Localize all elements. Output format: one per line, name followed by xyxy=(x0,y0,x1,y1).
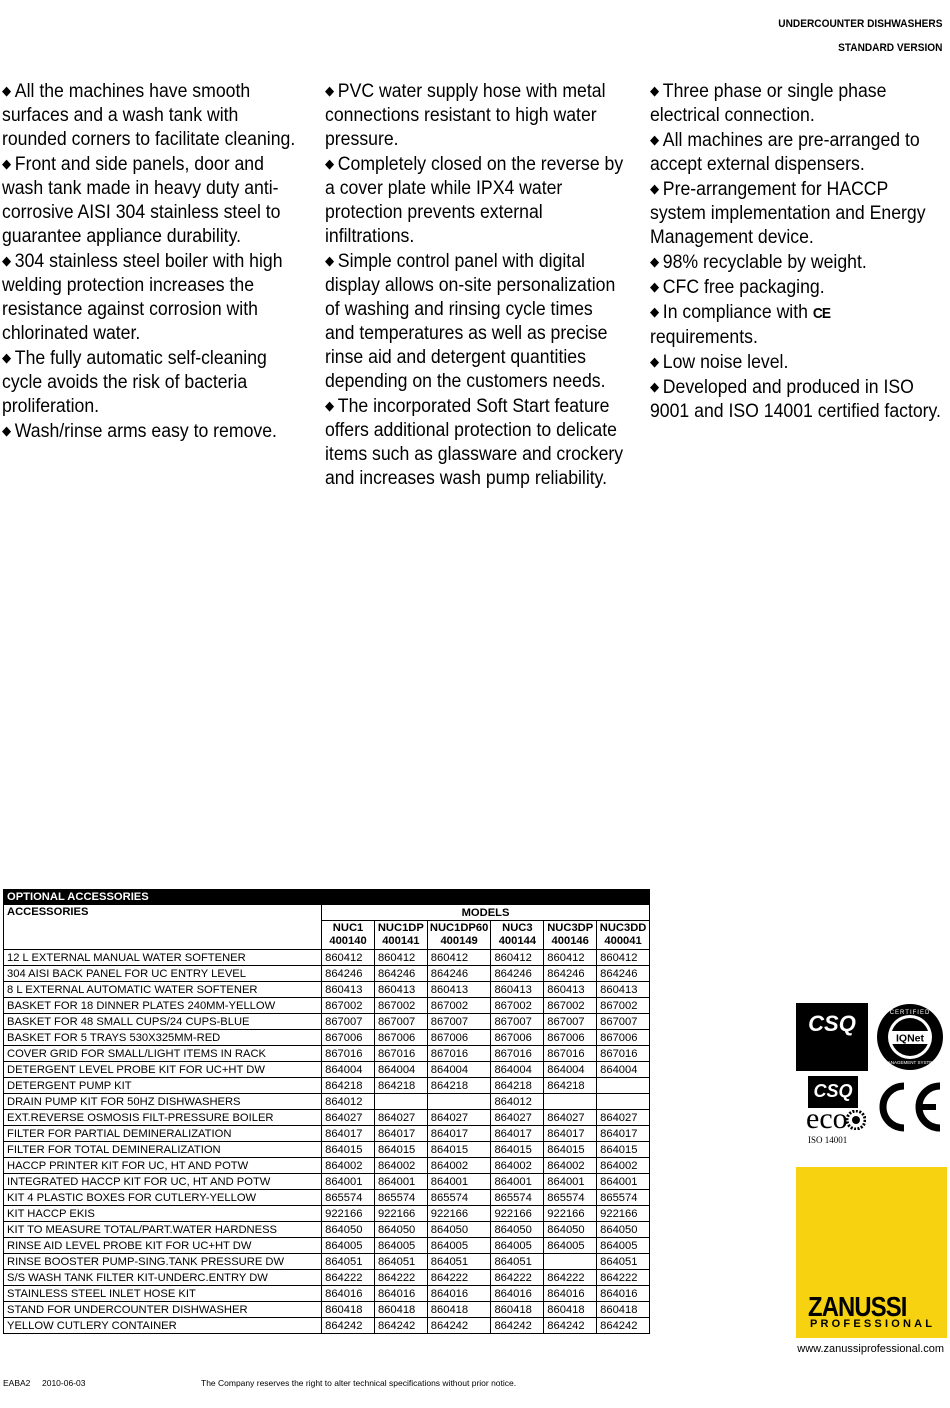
accessory-code: 865574 xyxy=(427,1190,491,1206)
diamond-bullet-icon: ◆ xyxy=(650,83,660,98)
iso-14001-label: ISO 14001 xyxy=(808,1135,848,1145)
table-row xyxy=(4,1174,650,1190)
accessory-code: 922166 xyxy=(374,1206,427,1222)
accessory-code: 867002 xyxy=(491,998,544,1014)
models-header: MODELS xyxy=(322,905,650,921)
accessory-code xyxy=(374,1094,427,1110)
accessory-code: 864016 xyxy=(597,1286,650,1302)
csq-logo-text: CSQ xyxy=(808,1011,856,1036)
accessory-name: FILTER FOR TOTAL DEMINERALIZATION xyxy=(4,1142,322,1158)
accessory-code: 864002 xyxy=(491,1158,544,1174)
accessory-code: 864027 xyxy=(544,1110,597,1126)
accessory-name: DETERGENT PUMP KIT xyxy=(4,1078,322,1094)
accessory-code xyxy=(544,1254,597,1270)
accessory-code: 864001 xyxy=(491,1174,544,1190)
accessory-code: 864005 xyxy=(544,1238,597,1254)
table-row xyxy=(4,1318,650,1334)
ce-mark-icon: CE xyxy=(812,305,831,322)
feature-text: Front and side panels, door and wash tank made in heavy duty anti-corrosive AISI 304 stainless steel to guarantee appliance durability. xyxy=(2,154,281,247)
accessory-code: 922166 xyxy=(427,1206,491,1222)
accessory-code: 867016 xyxy=(597,1046,650,1062)
feature-compliance xyxy=(650,300,943,350)
accessory-code: 860413 xyxy=(597,982,650,998)
accessory-code: 860413 xyxy=(544,982,597,998)
accessory-code: 864222 xyxy=(491,1270,544,1286)
accessory-code: 864016 xyxy=(491,1286,544,1302)
accessory-code: 865574 xyxy=(491,1190,544,1206)
accessory-code: 864242 xyxy=(544,1318,597,1334)
accessory-code: 860418 xyxy=(544,1302,597,1318)
diamond-bullet-icon: ◆ xyxy=(325,253,335,268)
accessory-code: 864016 xyxy=(374,1286,427,1302)
accessory-name: S/S WASH TANK FILTER KIT-UNDERC.ENTRY DW xyxy=(4,1270,322,1286)
accessory-code: 864222 xyxy=(374,1270,427,1286)
accessory-code: 864050 xyxy=(374,1222,427,1238)
accessory-name: KIT TO MEASURE TOTAL/PART.WATER HARDNESS xyxy=(4,1222,322,1238)
model-name: NUC1DP xyxy=(377,922,424,934)
accessory-code: 867006 xyxy=(491,1030,544,1046)
accessory-code: 864015 xyxy=(322,1142,375,1158)
accessory-code: 864002 xyxy=(322,1158,375,1174)
accessory-code: 860418 xyxy=(427,1302,491,1318)
table-row xyxy=(4,1094,650,1110)
website-link[interactable]: www.zanussiprofessional.com xyxy=(797,1343,944,1355)
accessory-code: 864050 xyxy=(597,1222,650,1238)
table-row xyxy=(4,1142,650,1158)
accessory-code: 867002 xyxy=(427,998,491,1014)
model-code: 400041 xyxy=(604,935,642,947)
accessory-code: 867002 xyxy=(597,998,650,1014)
accessory-code: 864218 xyxy=(374,1078,427,1094)
feature-text: Completely closed on the reverse by a cover plate while IPX4 water protection prevents external infiltrations. xyxy=(325,154,624,247)
feature-text: Pre-arrangement for HACCP system implementation and Energy Management device. xyxy=(650,179,926,248)
accessory-name: BASKET FOR 48 SMALL CUPS/24 CUPS-BLUE xyxy=(4,1014,322,1030)
accessory-code: 865574 xyxy=(374,1190,427,1206)
accessory-code: 867016 xyxy=(427,1046,491,1062)
accessory-name: RINSE BOOSTER PUMP-SING.TANK PRESSURE DW xyxy=(4,1254,322,1270)
accessory-code: 864017 xyxy=(597,1126,650,1142)
diamond-bullet-icon: ◆ xyxy=(650,304,660,319)
feature-text: CFC free packaging. xyxy=(662,277,825,298)
feature-item xyxy=(650,275,943,300)
accessory-name: DETERGENT LEVEL PROBE KIT FOR UC+HT DW xyxy=(4,1062,322,1078)
diamond-bullet-icon: ◆ xyxy=(650,354,660,369)
table-row xyxy=(4,1078,650,1094)
accessory-code: 864017 xyxy=(427,1126,491,1142)
diamond-bullet-icon: ◆ xyxy=(2,156,12,171)
accessory-code: 860412 xyxy=(322,950,375,966)
accessory-code: 864218 xyxy=(322,1078,375,1094)
accessory-code: 922166 xyxy=(491,1206,544,1222)
accessory-code: 864004 xyxy=(322,1062,375,1078)
model-header-cell xyxy=(374,921,427,950)
diamond-bullet-icon: ◆ xyxy=(325,398,335,413)
accessory-code: 864050 xyxy=(427,1222,491,1238)
accessory-name: HACCP PRINTER KIT FOR UC, HT AND POTW xyxy=(4,1158,322,1174)
accessories-title: OPTIONAL ACCESSORIES xyxy=(4,890,650,905)
feature-item xyxy=(325,394,627,491)
accessory-code: 860413 xyxy=(491,982,544,998)
accessory-code: 867002 xyxy=(322,998,375,1014)
diamond-bullet-icon: ◆ xyxy=(650,379,660,394)
feature-item xyxy=(2,346,304,419)
model-name: NUC3DP xyxy=(547,922,594,934)
accessory-code: 864015 xyxy=(491,1142,544,1158)
accessory-code: 864005 xyxy=(597,1238,650,1254)
accessory-name: COVER GRID FOR SMALL/LIGHT ITEMS IN RACK xyxy=(4,1046,322,1062)
feature-text: PVC water supply hose with metal connections resistant to high water pressure. xyxy=(325,81,606,150)
model-code: 400141 xyxy=(382,935,420,947)
accessory-code: 864246 xyxy=(491,966,544,982)
accessory-code: 864027 xyxy=(322,1110,375,1126)
feature-text: All the machines have smooth surfaces and a wash tank with rounded corners to facilitate cleaning. xyxy=(2,81,296,150)
table-row xyxy=(4,966,650,982)
accessory-code: 864027 xyxy=(427,1110,491,1126)
accessory-code: 864222 xyxy=(544,1270,597,1286)
accessory-code: 864242 xyxy=(427,1318,491,1334)
feature-text: Wash/rinse arms easy to remove. xyxy=(14,421,277,442)
features-column-3 xyxy=(650,79,943,424)
accessory-code: 867002 xyxy=(544,998,597,1014)
accessory-code: 864016 xyxy=(322,1286,375,1302)
iqnet-badge-icon xyxy=(876,1003,944,1071)
table-row xyxy=(4,1158,650,1174)
accessory-code: 867016 xyxy=(544,1046,597,1062)
feature-text: 98% recyclable by weight. xyxy=(662,252,867,273)
feature-text: Simple control panel with digital display allows on-site personalization of washing and rinsing cycle times and temperatures as well as precise rinse aid and detergent quantities depending on the customers needs. xyxy=(325,251,616,392)
accessory-code: 864218 xyxy=(427,1078,491,1094)
diamond-bullet-icon: ◆ xyxy=(325,156,335,171)
table-row xyxy=(4,1062,650,1078)
accessory-code: 867007 xyxy=(597,1014,650,1030)
accessory-code: 860413 xyxy=(427,982,491,998)
accessory-code: 922166 xyxy=(322,1206,375,1222)
brand-name: ZANUSSI xyxy=(808,1291,907,1322)
feature-item xyxy=(325,249,627,394)
accessory-code: 864016 xyxy=(544,1286,597,1302)
iqnet-certified-logo xyxy=(876,1003,944,1071)
feature-item xyxy=(650,350,943,375)
accessory-name: 12 L EXTERNAL MANUAL WATER SOFTENER xyxy=(4,950,322,966)
accessory-code: 864246 xyxy=(374,966,427,982)
model-code: 400149 xyxy=(440,935,478,947)
header-version: STANDARD VERSION xyxy=(837,42,942,54)
accessory-code: 860412 xyxy=(597,950,650,966)
accessory-code: 864246 xyxy=(427,966,491,982)
feature-item xyxy=(650,177,943,250)
accessory-code: 864050 xyxy=(491,1222,544,1238)
model-header-cell xyxy=(491,921,544,950)
csq-small-logo-text: CSQ xyxy=(813,1081,853,1101)
accessory-code: 864222 xyxy=(322,1270,375,1286)
table-row xyxy=(4,1286,650,1302)
model-header-cell xyxy=(544,921,597,950)
model-name: NUC1DP60 xyxy=(429,922,489,934)
feature-item xyxy=(650,79,943,128)
accessory-code: 867006 xyxy=(374,1030,427,1046)
accessory-name: KIT HACCP EKIS xyxy=(4,1206,322,1222)
zanussi-brand-block xyxy=(796,1167,947,1338)
accessory-code: 864001 xyxy=(597,1174,650,1190)
feature-item xyxy=(2,249,304,346)
feature-item xyxy=(325,152,627,249)
diamond-bullet-icon: ◆ xyxy=(650,254,660,269)
accessory-code: 864002 xyxy=(427,1158,491,1174)
accessory-code: 864051 xyxy=(322,1254,375,1270)
accessory-code: 864015 xyxy=(544,1142,597,1158)
eco-sun-icon xyxy=(846,1110,866,1130)
accessory-code: 867006 xyxy=(597,1030,650,1046)
feature-text: Low noise level. xyxy=(662,352,789,373)
accessory-code: 864015 xyxy=(374,1142,427,1158)
accessories-table xyxy=(3,889,650,1334)
ce-mark-logo-icon xyxy=(874,1080,944,1134)
accessory-code: 864017 xyxy=(544,1126,597,1142)
accessory-code: 864005 xyxy=(374,1238,427,1254)
accessory-code: 860412 xyxy=(374,950,427,966)
accessory-code: 860418 xyxy=(491,1302,544,1318)
table-row xyxy=(4,1110,650,1126)
accessory-code: 865574 xyxy=(544,1190,597,1206)
accessory-name: 8 L EXTERNAL AUTOMATIC WATER SOFTENER xyxy=(4,982,322,998)
feature-item xyxy=(650,250,943,275)
diamond-bullet-icon: ◆ xyxy=(650,132,660,147)
accessory-code: 864012 xyxy=(322,1094,375,1110)
accessory-code: 860412 xyxy=(544,950,597,966)
table-row xyxy=(4,1302,650,1318)
feature-item xyxy=(2,419,304,444)
features-column-1 xyxy=(2,79,304,444)
accessory-code: 864015 xyxy=(597,1142,650,1158)
accessory-code: 864027 xyxy=(597,1110,650,1126)
accessory-code: 867016 xyxy=(491,1046,544,1062)
iqnet-bottom-text: MANAGEMENT SYSTEM xyxy=(884,1060,936,1065)
accessory-code: 864004 xyxy=(427,1062,491,1078)
eco-logo-text: eco xyxy=(806,1102,848,1135)
accessory-code: 864001 xyxy=(374,1174,427,1190)
accessory-code: 864004 xyxy=(597,1062,650,1078)
table-row xyxy=(4,1238,650,1254)
diamond-bullet-icon: ◆ xyxy=(650,279,660,294)
table-row xyxy=(4,1030,650,1046)
accessory-name: DRAIN PUMP KIT FOR 50HZ DISHWASHERS xyxy=(4,1094,322,1110)
accessory-name: BASKET FOR 5 TRAYS 530X325MM-RED xyxy=(4,1030,322,1046)
accessory-code: 864242 xyxy=(597,1318,650,1334)
accessory-code: 860418 xyxy=(597,1302,650,1318)
accessory-code: 865574 xyxy=(597,1190,650,1206)
accessory-code: 864017 xyxy=(322,1126,375,1142)
accessory-code: 864005 xyxy=(322,1238,375,1254)
features-column-3-top xyxy=(650,79,943,300)
diamond-bullet-icon: ◆ xyxy=(325,83,335,98)
accessory-name: STAINLESS STEEL INLET HOSE KIT xyxy=(4,1286,322,1302)
accessory-name: RINSE AID LEVEL PROBE KIT FOR UC+HT DW xyxy=(4,1238,322,1254)
compliance-text-end: requirements. xyxy=(650,327,758,348)
accessory-code: 864004 xyxy=(374,1062,427,1078)
accessory-name: YELLOW CUTLERY CONTAINER xyxy=(4,1318,322,1334)
accessory-code: 867007 xyxy=(374,1014,427,1030)
accessory-name: STAND FOR UNDERCOUNTER DISHWASHER xyxy=(4,1302,322,1318)
diamond-bullet-icon: ◆ xyxy=(2,253,12,268)
compliance-text: In compliance with xyxy=(662,302,808,323)
accessory-name: FILTER FOR PARTIAL DEMINERALIZATION xyxy=(4,1126,322,1142)
accessory-code xyxy=(597,1078,650,1094)
table-row xyxy=(4,1046,650,1062)
diamond-bullet-icon: ◆ xyxy=(2,83,12,98)
table-row xyxy=(4,982,650,998)
table-row xyxy=(4,1126,650,1142)
accessory-code: 864017 xyxy=(491,1126,544,1142)
accessory-name: KIT 4 PLASTIC BOXES FOR CUTLERY-YELLOW xyxy=(4,1190,322,1206)
accessory-name: BASKET FOR 18 DINNER PLATES 240MM-YELLOW xyxy=(4,998,322,1014)
accessory-code: 860418 xyxy=(322,1302,375,1318)
accessories-column-header: ACCESSORIES xyxy=(4,905,322,950)
accessory-code: 867007 xyxy=(322,1014,375,1030)
accessory-code xyxy=(544,1094,597,1110)
accessory-code: 864051 xyxy=(427,1254,491,1270)
eco-logo xyxy=(806,1104,866,1136)
csq-logo xyxy=(796,1003,868,1071)
iqnet-top-text: CERTIFIED xyxy=(889,1010,931,1016)
feature-text: The incorporated Soft Start feature offers additional protection to delicate items such as glassware and crockery and increases wash pump reliability. xyxy=(325,396,624,489)
accessory-code: 864001 xyxy=(427,1174,491,1190)
model-code: 400144 xyxy=(498,935,537,947)
feature-item xyxy=(2,79,304,152)
accessory-code: 867016 xyxy=(374,1046,427,1062)
table-row xyxy=(4,998,650,1014)
feature-text: The fully automatic self-cleaning cycle avoids the risk of bacteria proliferation. xyxy=(2,348,267,417)
footer-disclaimer: The Company reserves the right to alter technical specifications without prior notice. xyxy=(201,1378,517,1388)
accessory-name: EXT.REVERSE OSMOSIS FILT-PRESSURE BOILER xyxy=(4,1110,322,1126)
accessory-code: 864051 xyxy=(374,1254,427,1270)
model-code: 400146 xyxy=(551,935,589,947)
ce-logo xyxy=(874,1080,944,1134)
accessory-code: 864051 xyxy=(491,1254,544,1270)
model-name: NUC3DD xyxy=(599,922,647,934)
accessories-body xyxy=(4,950,650,1334)
accessory-code: 860412 xyxy=(427,950,491,966)
table-row xyxy=(4,1270,650,1286)
iqnet-mid-text: IQNet xyxy=(895,1032,925,1045)
feature-item xyxy=(650,375,943,424)
accessory-code xyxy=(597,1094,650,1110)
accessory-code: 864002 xyxy=(544,1158,597,1174)
footer-date: 2010-06-03 xyxy=(42,1378,86,1388)
accessory-code: 867007 xyxy=(544,1014,597,1030)
accessory-code xyxy=(427,1094,491,1110)
accessory-code: 867007 xyxy=(491,1014,544,1030)
feature-text: 304 stainless steel boiler with high welding protection increases the resistance against corrosion with chlorinated water. xyxy=(2,251,283,344)
model-name: NUC1 xyxy=(332,922,364,934)
accessory-name: INTEGRATED HACCP KIT FOR UC, HT AND POTW xyxy=(4,1174,322,1190)
table-row xyxy=(4,1206,650,1222)
accessory-code: 864016 xyxy=(427,1286,491,1302)
model-header-cell xyxy=(322,921,375,950)
accessory-code: 864012 xyxy=(491,1094,544,1110)
diamond-bullet-icon: ◆ xyxy=(2,423,12,438)
accessory-code: 864002 xyxy=(374,1158,427,1174)
table-row xyxy=(4,950,650,966)
accessory-name: 304 AISI BACK PANEL FOR UC ENTRY LEVEL xyxy=(4,966,322,982)
accessory-code: 864050 xyxy=(322,1222,375,1238)
table-row xyxy=(4,1254,650,1270)
accessory-code: 864246 xyxy=(597,966,650,982)
accessory-code: 860412 xyxy=(491,950,544,966)
accessory-code: 864001 xyxy=(322,1174,375,1190)
accessory-code: 867002 xyxy=(374,998,427,1014)
accessory-code: 860413 xyxy=(322,982,375,998)
accessory-code: 864246 xyxy=(544,966,597,982)
accessory-code: 864004 xyxy=(491,1062,544,1078)
accessory-code: 867007 xyxy=(427,1014,491,1030)
accessory-code: 864242 xyxy=(491,1318,544,1334)
model-header-cell xyxy=(597,921,650,950)
accessory-code: 864027 xyxy=(374,1110,427,1126)
accessory-code: 864050 xyxy=(544,1222,597,1238)
feature-text: All machines are pre-arranged to accept external dispensers. xyxy=(650,130,920,175)
table-row xyxy=(4,1014,650,1030)
diamond-bullet-icon: ◆ xyxy=(650,181,660,196)
feature-item xyxy=(2,152,304,249)
accessory-code: 864017 xyxy=(374,1126,427,1142)
table-row xyxy=(4,1190,650,1206)
table-row xyxy=(4,1222,650,1238)
feature-text: Three phase or single phase electrical connection. xyxy=(650,81,887,126)
model-code: 400140 xyxy=(329,935,367,947)
accessory-code: 864218 xyxy=(544,1078,597,1094)
accessory-code: 860418 xyxy=(374,1302,427,1318)
features-column-3-bottom xyxy=(650,350,943,424)
accessory-code: 867006 xyxy=(544,1030,597,1046)
accessory-code: 864246 xyxy=(322,966,375,982)
feature-item xyxy=(650,128,943,177)
accessory-code: 867006 xyxy=(322,1030,375,1046)
accessory-code: 922166 xyxy=(597,1206,650,1222)
header-category: UNDERCOUNTER DISHWASHERS xyxy=(777,18,942,30)
accessory-code: 864222 xyxy=(597,1270,650,1286)
accessory-code: 864005 xyxy=(427,1238,491,1254)
accessory-code: 867016 xyxy=(322,1046,375,1062)
accessory-code: 860413 xyxy=(374,982,427,998)
features-column-2 xyxy=(325,79,627,491)
accessory-code: 864002 xyxy=(597,1158,650,1174)
accessory-code: 864242 xyxy=(322,1318,375,1334)
accessory-code: 922166 xyxy=(544,1206,597,1222)
feature-text: Developed and produced in ISO 9001 and ISO 14001 certified factory. xyxy=(650,377,941,422)
model-header-cell xyxy=(427,921,491,950)
accessory-code: 864242 xyxy=(374,1318,427,1334)
accessory-code: 865574 xyxy=(322,1190,375,1206)
brand-sub: PROFESSIONAL xyxy=(810,1318,936,1330)
diamond-bullet-icon: ◆ xyxy=(2,350,12,365)
accessory-code: 864005 xyxy=(491,1238,544,1254)
accessory-code: 867006 xyxy=(427,1030,491,1046)
accessory-code: 864015 xyxy=(427,1142,491,1158)
accessory-code: 864051 xyxy=(597,1254,650,1270)
footer-doc-code: EABA2 xyxy=(3,1378,31,1388)
accessory-code: 864004 xyxy=(544,1062,597,1078)
accessory-code: 864218 xyxy=(491,1078,544,1094)
feature-item xyxy=(325,79,627,152)
accessory-code: 864222 xyxy=(427,1270,491,1286)
accessory-code: 864001 xyxy=(544,1174,597,1190)
model-name: NUC3 xyxy=(502,922,533,934)
accessory-code: 864027 xyxy=(491,1110,544,1126)
